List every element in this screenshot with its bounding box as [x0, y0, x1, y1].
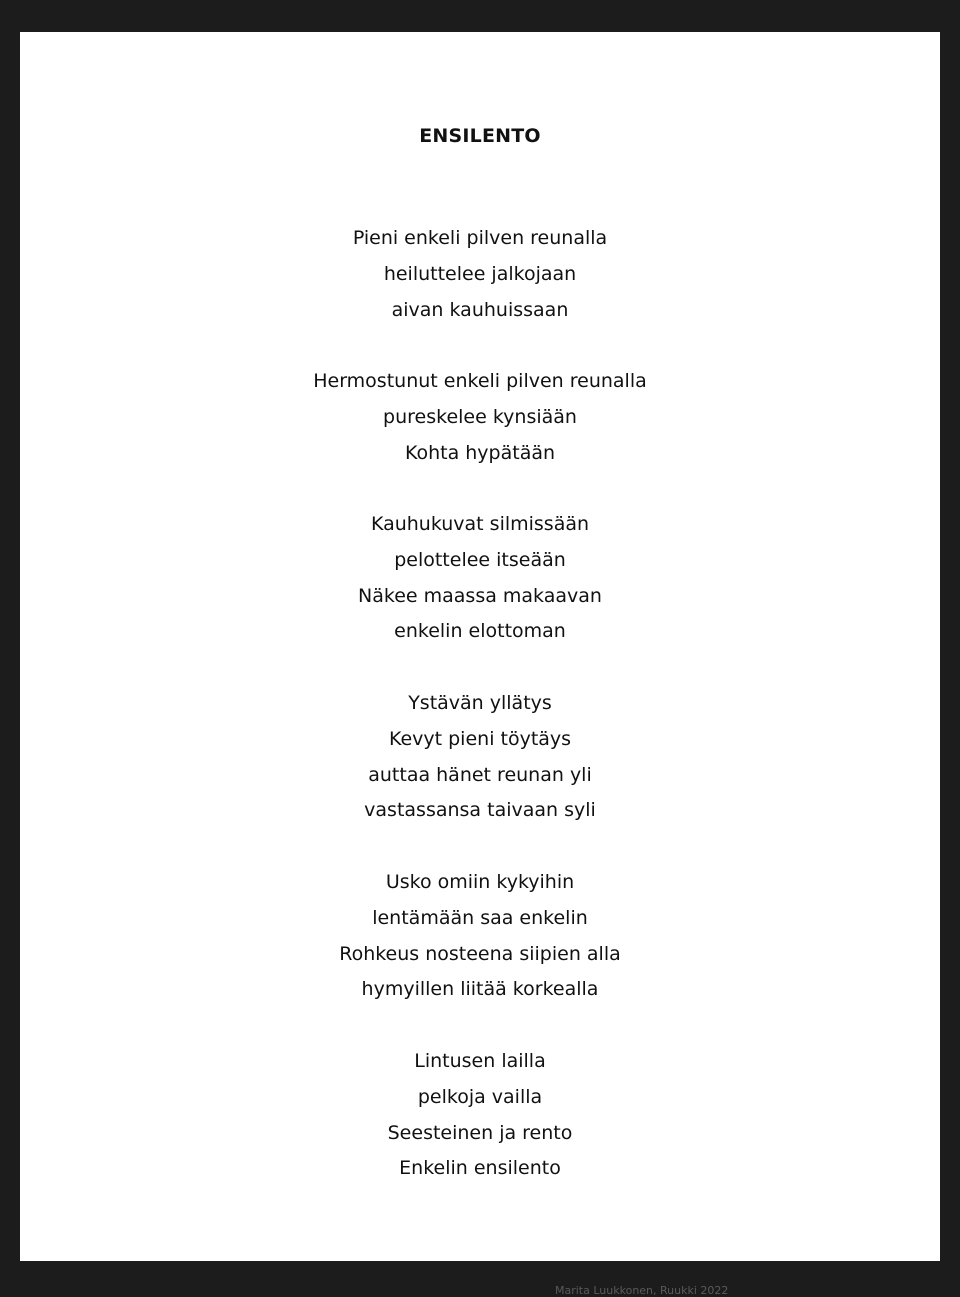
poem-line: Kevyt pieni töytäys	[388, 727, 572, 750]
document-page	[20, 32, 940, 1261]
poem-line: auttaa hänet reunan yli	[368, 763, 592, 786]
stanza-5	[20, 865, 940, 1008]
poem-line: lentämään saa enkelin	[372, 906, 588, 929]
footer-credit: Marita Luukkonen, Ruukki 2022	[555, 1284, 729, 1297]
poem-line: enkelin elottoman	[394, 620, 566, 643]
poem-line: pureskelee kynsiään	[383, 405, 577, 428]
poem-line: pelkoja vailla	[417, 1085, 543, 1108]
poem-line: Hermostunut enkeli pilven reunalla	[313, 370, 647, 392]
poem-line: Kauhukuvat silmissään	[370, 513, 590, 535]
poem-line: Kohta hypätään	[404, 441, 556, 464]
poem-line: heiluttelee jalkojaan	[383, 262, 577, 285]
poem-line: Pieni enkeli pilven reunalla	[352, 227, 608, 249]
poem-line: Lintusen lailla	[414, 1050, 546, 1072]
poem-line: Ystävän yllätys	[408, 692, 552, 714]
poem-line: aivan kauhuissaan	[391, 298, 569, 321]
poem-line: hymyillen liitää korkealla	[361, 978, 599, 1001]
poem-title: ENSILENTO	[419, 125, 541, 147]
poem-line: pelottelee itseään	[394, 548, 566, 571]
stanza-1	[20, 221, 940, 328]
poem-line: Seesteinen ja rento	[387, 1121, 573, 1144]
poem-line: Rohkeus nosteena siipien alla	[339, 942, 621, 965]
stanza-3	[20, 507, 940, 650]
stanza-6	[20, 1044, 940, 1187]
poem-line: Usko omiin kykyihin	[385, 871, 575, 893]
stanza-2	[20, 364, 940, 471]
poem-line: vastassansa taivaan syli	[364, 799, 596, 822]
poem-line: Enkelin ensilento	[399, 1157, 561, 1180]
poem-line: Näkee maassa makaavan	[358, 584, 602, 607]
stanza-4	[20, 686, 940, 829]
